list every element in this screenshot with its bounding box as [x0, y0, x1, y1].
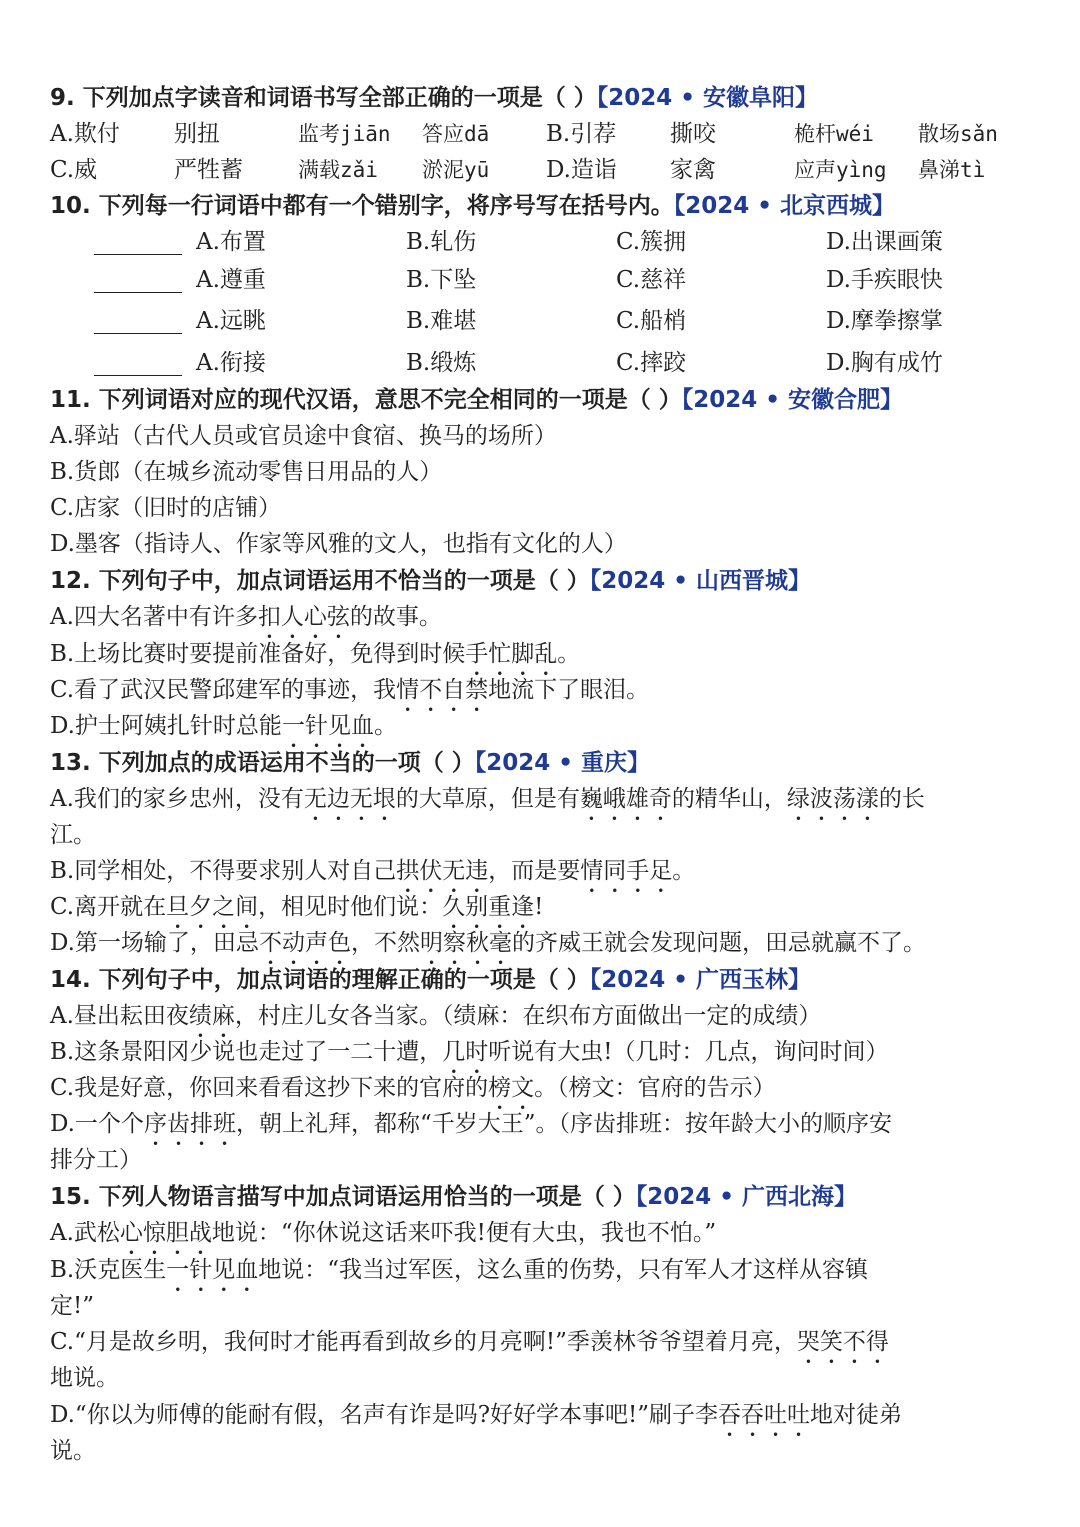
- q15-source: 【2024 • 广西北海】: [635, 1184, 857, 1210]
- q9-item: B.引荐: [546, 121, 617, 147]
- q9-source: 【2024 • 安徽阜阳】: [596, 85, 818, 111]
- q9-item: 家禽: [670, 157, 716, 183]
- q11-source: 【2024 • 安徽合肥】: [681, 387, 903, 413]
- text: 。（榜文：官府的告示）: [534, 1075, 776, 1101]
- q10-stem: 10. 下列每一行词语中都有一个错别字，将序号写在括号内。: [50, 193, 674, 219]
- text: 。: [557, 641, 581, 667]
- q12-stem: 12. 下列句子中，加点词语运用不恰当的一项是（ ）: [50, 568, 590, 594]
- q9-item: 严牲蓄: [174, 157, 243, 183]
- text: 的精华山，: [671, 786, 787, 812]
- answer-blank[interactable]: [94, 353, 182, 376]
- q10-option: B.轧伤: [406, 229, 477, 255]
- text: ，村庄儿女各当家。（绩麻：在织布方面做出一定的成绩）: [234, 1003, 822, 1029]
- q10-option: A.远眺: [196, 308, 266, 334]
- q9-item: 桅杆wéi: [794, 122, 874, 146]
- dotted-phrase: 绿波荡漾: [786, 786, 879, 812]
- q9-item: 监考jiān: [298, 122, 391, 146]
- text: 。: [373, 713, 397, 739]
- text: C.看了武汉民警邱建军的事迹，我: [50, 677, 397, 703]
- q11-option-d: D.墨客（指诗人、作家等风雅的文人，也指有文化的人）: [50, 531, 627, 557]
- dotted-phrase: 明察秋毫: [419, 930, 512, 956]
- q9-item: D.造诣: [546, 157, 617, 183]
- q12-source: 【2024 • 山西晋城】: [589, 568, 811, 594]
- dotted-phrase: 序齿排班: [143, 1111, 236, 1137]
- text: 的齐威王就会发现问题，田忌就赢不了。: [511, 930, 926, 956]
- q9-item: A.欺付: [50, 121, 120, 147]
- text: ，朝上礼拜，都称“千岁大王”。（序齿排班：按年龄大小的顺序安: [235, 1111, 892, 1137]
- q10-option: C.慈祥: [616, 267, 687, 293]
- text: 听说有大虫!（几时：几点，询问时间）: [488, 1039, 889, 1065]
- dotted-phrase: 心惊胆战: [119, 1220, 212, 1246]
- q9-item: 淤泥yū: [422, 158, 490, 182]
- dotted-phrase: 几时: [442, 1039, 489, 1065]
- answer-blank[interactable]: [94, 311, 182, 334]
- q11-stem-line: [50, 382, 1040, 418]
- text: A.四大名著中有许多: [50, 604, 258, 630]
- q13-stem: 13. 下列加点的成语运用不当的一项（ ）: [50, 750, 475, 776]
- text: 的长: [878, 786, 925, 812]
- q13-source: 【2024 • 重庆】: [474, 750, 650, 776]
- q9-item: 应声yìng: [794, 158, 887, 182]
- q9-row2: [50, 152, 1040, 188]
- q10-option: D.出课画策: [826, 229, 943, 255]
- text: B.这条景阳冈少说也走过了一二十遭，: [50, 1039, 443, 1065]
- dotted-phrase: 手忙脚乱: [465, 641, 558, 667]
- q10-option: A.遵重: [196, 267, 266, 293]
- text: ，而是要: [488, 858, 581, 884]
- dotted-phrase: 旦夕之间: [166, 894, 259, 920]
- q10-row1: [50, 224, 1040, 260]
- q10-row4: [50, 345, 1040, 381]
- q9-item: 散场sǎn: [918, 122, 998, 146]
- q9-item: 撕咬: [670, 121, 716, 147]
- text: ，相见时他们说：: [258, 894, 443, 920]
- q10-source: 【2024 • 北京西城】: [673, 193, 895, 219]
- dotted-phrase: 吞吞吐吐: [718, 1402, 811, 1428]
- text: 的故事。: [349, 604, 442, 630]
- q9-item: 满载zǎi: [298, 158, 378, 182]
- text: B.上场比赛时要提前准备好，免得到时候: [50, 641, 466, 667]
- text: C.“月是故乡明，我何时才能再看到故乡的月亮啊!”季羡林爷爷望着月亮，: [50, 1329, 797, 1355]
- text: A.我们的家乡忠州，没有: [50, 786, 304, 812]
- q13-stem-line: [50, 745, 1040, 781]
- text: D.“你以为师傅的能耐有假，名声有诈是吗?好好学本事吧!”刷子李: [50, 1402, 719, 1428]
- text: D.护士阿姨扎针时总能: [50, 713, 282, 739]
- q10-row3: [50, 303, 1040, 339]
- dotted-phrase: 一针见血: [281, 713, 374, 739]
- text: 的大草原，但是有: [395, 786, 580, 812]
- q9-item: 别扭: [174, 121, 220, 147]
- dotted-phrase: 拱伏无违: [396, 858, 489, 884]
- q10-option: D.胸有成竹: [826, 350, 943, 376]
- q9-item: 鼻涕tì: [918, 158, 986, 182]
- q10-row2: [50, 262, 1040, 298]
- text: 地说：“你休说这话来吓我!便有大虫，我也不怕。”: [211, 1220, 717, 1246]
- q10-option: B.缎炼: [406, 350, 477, 376]
- dotted-phrase: 榜文: [488, 1075, 535, 1101]
- q15-option-d-cont: 说。: [50, 1438, 96, 1464]
- dotted-phrase: 不动声色: [258, 930, 351, 956]
- q9-item: 答应dā: [422, 122, 490, 146]
- q9-stem-line: [50, 80, 1040, 116]
- q10-option: D.摩拳擦掌: [826, 308, 943, 334]
- text: D.一个个: [50, 1111, 144, 1137]
- q10-option: A.布置: [196, 229, 266, 255]
- text: A.武松: [50, 1220, 120, 1246]
- dotted-phrase: 扣人心弦: [257, 604, 350, 630]
- q15-option-b-cont: 定!”: [50, 1293, 95, 1319]
- dotted-phrase: 哭笑不得: [796, 1329, 889, 1355]
- q11-option-c: C.店家（旧时的店铺）: [50, 495, 282, 521]
- q13-option-a-cont: 江。: [50, 822, 96, 848]
- text: ，不然: [350, 930, 420, 956]
- text: 地说：“我当过军医，这么重的伤势，只有军人才这样从容镇: [258, 1257, 868, 1283]
- q10-option: C.簇拥: [616, 229, 687, 255]
- q10-option: A.衔接: [196, 350, 266, 376]
- q10-option: C.船梢: [616, 308, 687, 334]
- q15-stem-line: [50, 1179, 1040, 1215]
- dotted-phrase: 情不自禁: [396, 677, 489, 703]
- text: C.我是好意，你回来看看这抄下来的官府的: [50, 1075, 489, 1101]
- text: A.昼出耘田夜: [50, 1003, 189, 1029]
- q11-stem: 11. 下列词语对应的现代汉语，意思不完全相同的一项是（ ）: [50, 387, 682, 413]
- text: 地对徒弟: [810, 1402, 903, 1428]
- q11-option-a: A.驿站（古代人员或官员途中食宿、换马的场所）: [50, 423, 557, 449]
- q14-option-d-cont: 排分工）: [50, 1147, 142, 1173]
- text: !: [534, 894, 544, 920]
- text: D.第一场输了，田忌: [50, 930, 259, 956]
- q12-stem-line: [50, 563, 1040, 599]
- q10-stem-line: [50, 188, 1040, 224]
- q10-option: B.难堪: [406, 308, 477, 334]
- q10-option: C.摔跤: [616, 350, 687, 376]
- dotted-phrase: 巍峨雄奇: [579, 786, 672, 812]
- q14-stem: 14. 下列句子中，加点词语的理解正确的一项是（ ）: [50, 967, 590, 993]
- dotted-phrase: 一针见血: [166, 1257, 259, 1283]
- dotted-phrase: 绩麻: [188, 1003, 235, 1029]
- answer-blank[interactable]: [94, 270, 182, 293]
- dotted-phrase: 久别重逢: [442, 894, 535, 920]
- q10-option: B.下坠: [406, 267, 477, 293]
- q14-source: 【2024 • 广西玉林】: [589, 967, 811, 993]
- q11-option-b: B.货郎（在城乡流动零售日用品的人）: [50, 459, 443, 485]
- text: B.沃克医生: [50, 1257, 167, 1283]
- q9-item: C.威: [50, 157, 98, 183]
- answer-blank[interactable]: [94, 232, 182, 255]
- q15-stem: 15. 下列人物语言描写中加点词语运用恰当的一项是（ ）: [50, 1184, 636, 1210]
- q14-stem-line: [50, 962, 1040, 998]
- dotted-phrase: 情同手足: [580, 858, 673, 884]
- text: 。: [672, 858, 696, 884]
- q10-option: D.手疾眼快: [826, 267, 943, 293]
- text: C.离开就在: [50, 894, 167, 920]
- dotted-phrase: 无边无垠: [303, 786, 396, 812]
- text: 地流下了眼泪。: [488, 677, 650, 703]
- q9-row1: [50, 116, 1040, 152]
- q15-option-c-cont: 地说。: [50, 1365, 119, 1391]
- text: B.同学相处，不得要求别人对自己: [50, 858, 397, 884]
- q9-stem: 9. 下列加点字读音和词语书写全部正确的一项是（ ）: [50, 85, 597, 111]
